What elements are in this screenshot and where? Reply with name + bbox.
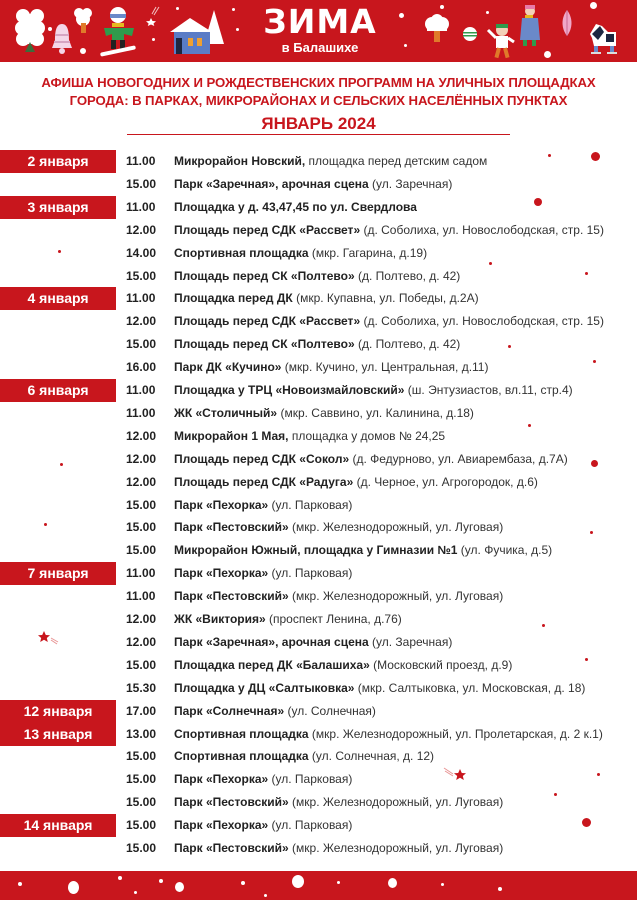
snow-dot — [498, 887, 502, 891]
venue-name: ЖК «Виктория» — [174, 612, 266, 626]
event-time: 17.00 — [126, 703, 157, 718]
venue-name: Парк «Солнечная» — [174, 703, 285, 718]
shooting-star-icon — [38, 630, 60, 646]
event-venue — [174, 448, 568, 471]
schedule-row — [0, 700, 637, 723]
venue-address: (ул. Солнечная, д. 12) — [308, 749, 435, 764]
venue-address: (д. Полтево, д. 42) — [354, 337, 461, 352]
venue-address: (ул. Заречная) — [368, 634, 453, 649]
heading-line-1: АФИША НОВОГОДНИХ И РОЖДЕСТВЕНСКИХ ПРОГРАММ НА УЛИЧНЫХ ПЛОЩАДКАХ — [41, 75, 596, 90]
red-dot — [528, 424, 531, 427]
venue-address: (мкр. Кучино, ул. Центральная, д.11) — [281, 360, 489, 375]
venue-name: Площадка перед ДК — [174, 291, 293, 306]
venue-name: Площадь перед СК «Полтево» — [174, 268, 355, 283]
venue-name: Парк «Пестовский» — [174, 589, 289, 604]
event-time: 15.00 — [126, 657, 157, 672]
venue-address: (мкр. Железнодорожный, ул. Луговая) — [288, 841, 504, 855]
event-venue — [174, 677, 585, 700]
event-time: 15.00 — [126, 772, 157, 787]
event-time: 15.00 — [126, 841, 157, 855]
snow-dot — [441, 883, 444, 886]
event-venue — [174, 562, 352, 585]
venue-address: (ул. Солнечная) — [284, 703, 376, 718]
schedule-row — [0, 379, 637, 402]
venue-name: Парк «Заречная», арочная сцена — [174, 176, 369, 191]
event-time: 12.00 — [126, 474, 157, 489]
venue-name: Парк «Пехорка» — [174, 497, 269, 512]
venue-address: (д. Полтево, д. 42) — [354, 268, 461, 283]
event-time: 15.00 — [126, 795, 157, 810]
event-time: 11.00 — [126, 589, 156, 604]
venue-address: (мкр. Саввино, ул. Калинина, д.18) — [277, 405, 474, 420]
event-venue — [174, 242, 427, 265]
schedule-row — [0, 287, 637, 310]
venue-name: Парк ДК «Кучино» — [174, 360, 282, 375]
date-tab: 13 января — [0, 723, 116, 746]
red-dot — [44, 523, 47, 526]
event-venue — [174, 585, 503, 608]
venue-name: Микрорайон 1 Мая, — [174, 428, 289, 443]
date-tab: 7 января — [0, 562, 116, 585]
event-time: 15.00 — [126, 818, 157, 833]
red-dot — [554, 793, 557, 796]
venue-name: Площадка перед ДК «Балашиха» — [174, 657, 370, 672]
event-time: 11.00 — [126, 566, 156, 581]
venue-name: Парк «Пестовский» — [174, 841, 289, 855]
event-time: 12.00 — [126, 634, 157, 649]
red-dot — [542, 624, 545, 627]
header-banner — [0, 0, 637, 62]
snow-dot — [68, 881, 79, 894]
schedule-row — [0, 425, 637, 448]
schedule-row — [0, 654, 637, 677]
snow-dot — [388, 878, 397, 888]
schedule-row — [0, 631, 637, 654]
heading-line-2: ГОРОДА: В ПАРКАХ, МИКРОРАЙОНАХ И СЕЛЬСКИХ НАСЕЛЁННЫХ ПУНКТАХ — [69, 93, 568, 108]
schedule-row — [0, 539, 637, 562]
venue-address: (мкр. Купавна, ул. Победы, д.2А) — [292, 291, 479, 306]
event-time: 15.00 — [126, 749, 157, 764]
red-dot — [593, 360, 596, 363]
event-venue — [174, 768, 352, 791]
event-time: 12.00 — [126, 428, 157, 443]
bell-icon — [50, 22, 74, 54]
snow-dot — [175, 882, 184, 892]
red-dot — [508, 345, 511, 348]
schedule-row — [0, 516, 637, 539]
red-dot — [585, 658, 588, 661]
event-venue — [174, 631, 452, 654]
event-venue — [174, 333, 460, 356]
venue-name: Парк «Пестовский» — [174, 520, 289, 535]
venue-name: Спортивная площадка — [174, 749, 309, 764]
schedule-row — [0, 585, 637, 608]
event-time: 16.00 — [126, 360, 157, 375]
event-time: 15.00 — [126, 176, 157, 191]
venue-name: Парк «Заречная», арочная сцена — [174, 634, 369, 649]
snow-dot — [176, 7, 179, 10]
venue-address: (д. Соболиха, ул. Новослободская, стр. 15) — [360, 314, 604, 329]
schedule-row — [0, 471, 637, 494]
venue-address: (мкр. Железнодорожный, ул. Пролетарская, д. 2 к.1) — [308, 726, 603, 741]
ornament-ball-icon — [462, 26, 478, 42]
date-tab: 12 января — [0, 700, 116, 724]
schedule-row — [0, 242, 637, 265]
venue-address: (ул. Парковая) — [268, 772, 353, 787]
event-venue — [174, 837, 503, 860]
schedule-row — [0, 723, 637, 746]
venue-name: Парк «Пехорка» — [174, 818, 269, 833]
snow-dot — [404, 44, 407, 47]
event-venue — [174, 516, 503, 539]
schedule-row — [0, 333, 637, 356]
red-dot — [534, 198, 542, 206]
event-venue — [174, 310, 604, 333]
venue-name: Площадка у ДЦ «Салтыковка» — [174, 680, 355, 695]
red-dot — [591, 152, 600, 161]
event-venue — [174, 173, 452, 196]
event-venue — [174, 402, 474, 425]
schedule-row — [0, 562, 637, 585]
venue-name: Парк «Пехорка» — [174, 772, 269, 787]
event-time: 11.00 — [126, 383, 156, 397]
event-time: 15.00 — [126, 520, 157, 535]
red-dot — [582, 818, 591, 827]
house-icon — [166, 10, 230, 56]
snow-dot — [440, 5, 444, 9]
red-dot — [585, 272, 588, 275]
snow-dot — [118, 876, 122, 880]
date-tab: 3 января — [0, 196, 116, 219]
red-dot — [489, 262, 492, 265]
heading-divider — [127, 134, 510, 135]
schedule-row — [0, 402, 637, 425]
red-dot — [548, 154, 551, 157]
event-venue — [174, 494, 352, 517]
snow-dot — [337, 881, 340, 884]
event-time: 15.00 — [126, 268, 157, 283]
event-time: 15.30 — [126, 680, 157, 695]
event-venue — [174, 814, 352, 837]
event-time: 11.00 — [126, 199, 156, 214]
snow-dot — [399, 13, 404, 18]
event-venue — [174, 150, 487, 173]
event-venue — [174, 654, 512, 677]
schedule-row — [0, 265, 637, 288]
venue-name: Парк «Пехорка» — [174, 566, 269, 581]
snowboarder-icon — [98, 6, 140, 58]
page-heading — [0, 74, 637, 135]
snowy-tree-icon — [424, 14, 450, 44]
venue-address: площадка у домов № 24,25 — [288, 428, 446, 443]
venue-address: (мкр. Железнодорожный, ул. Луговая) — [288, 795, 504, 810]
venue-name: ЖК «Столичный» — [174, 405, 278, 420]
schedule-row — [0, 310, 637, 333]
skating-dog-icon — [586, 20, 622, 58]
event-venue — [174, 425, 445, 448]
event-venue — [174, 219, 604, 242]
venue-address: (мкр. Железнодорожный, ул. Луговая) — [288, 520, 504, 535]
schedule-row — [0, 745, 637, 768]
venue-name: Спортивная площадка — [174, 726, 309, 741]
venue-address: (мкр. Салтыковка, ул. Московская, д. 18) — [354, 680, 586, 695]
venue-address: (ш. Энтузиастов, вл.11, стр.4) — [404, 383, 573, 397]
venue-address: (д. Федурново, ул. Авиарембаза, д.7А) — [349, 451, 568, 466]
event-time: 11.00 — [126, 291, 156, 306]
schedule-row — [0, 791, 637, 814]
red-dot — [597, 773, 600, 776]
snow-dot — [159, 879, 163, 883]
event-venue — [174, 379, 573, 402]
snowy-bush-icon — [72, 6, 94, 36]
snow-dot — [48, 27, 52, 31]
venue-address: (ул. Парковая) — [268, 818, 353, 833]
footer-banner — [0, 871, 637, 900]
venue-name: Парк «Пестовский» — [174, 795, 289, 810]
venue-name: Площадь перед СК «Полтево» — [174, 337, 355, 352]
schedule-row — [0, 608, 637, 631]
logo-subtitle: в Балашихе — [281, 40, 359, 55]
event-venue — [174, 723, 603, 746]
venue-address: (мкр. Железнодорожный, ул. Луговая) — [288, 589, 504, 604]
event-venue — [174, 471, 538, 494]
schedule-row — [0, 814, 637, 837]
event-time: 12.00 — [126, 612, 157, 626]
event-venue — [174, 745, 434, 768]
red-dot — [591, 460, 598, 467]
event-time: 11.00 — [126, 154, 156, 168]
venue-address: (проспект Ленина, д.76) — [265, 612, 402, 626]
event-time: 15.00 — [126, 497, 157, 512]
event-time: 13.00 — [126, 726, 157, 741]
snow-dot — [241, 881, 245, 885]
venue-name: Площадка у ТРЦ «Новоизмайловский» — [174, 383, 405, 397]
date-tab: 6 января — [0, 379, 116, 402]
event-venue — [174, 608, 402, 631]
snow-dot — [544, 51, 551, 58]
schedule-row — [0, 677, 637, 700]
red-dot — [58, 250, 61, 253]
logo-title: ЗИМА — [263, 2, 377, 41]
snow-dot — [486, 11, 489, 14]
ornament-drop-icon — [560, 8, 574, 38]
schedule-row — [0, 448, 637, 471]
venue-name: Площадь перед СДК «Сокол» — [174, 451, 350, 466]
event-venue — [174, 265, 460, 288]
skater-woman-icon — [514, 4, 546, 48]
snow-dot — [152, 38, 155, 41]
event-venue — [174, 196, 417, 219]
date-tab: 2 января — [0, 150, 116, 173]
snow-dot — [292, 875, 304, 888]
event-time: 15.00 — [126, 543, 157, 558]
event-time: 14.00 — [126, 245, 157, 260]
logo — [252, 4, 388, 55]
event-venue — [174, 791, 503, 814]
venue-address: (мкр. Гагарина, д.19) — [308, 245, 428, 260]
venue-address: (д. Соболиха, ул. Новослободская, стр. 15) — [360, 222, 604, 237]
heading-month: ЯНВАРЬ 2024 — [261, 114, 376, 133]
venue-address: площадка перед детским садом — [305, 154, 488, 168]
snow-dot — [80, 48, 86, 54]
snow-dot — [18, 882, 22, 886]
venue-name: Площадь перед СДК «Рассвет» — [174, 222, 361, 237]
venue-name: Спортивная площадка — [174, 245, 309, 260]
venue-address: (ул. Заречная) — [368, 176, 453, 191]
event-time: 12.00 — [126, 222, 157, 237]
shooting-star-icon — [146, 6, 160, 26]
shooting-star-icon — [440, 767, 468, 783]
snow-dot — [236, 28, 239, 31]
event-venue — [174, 539, 552, 562]
date-tab: 4 января — [0, 287, 116, 310]
venue-address: (ул. Парковая) — [268, 497, 353, 512]
schedule-row — [0, 173, 637, 196]
schedule-row — [0, 837, 637, 860]
snow-dot — [134, 891, 137, 894]
event-time: 12.00 — [126, 451, 157, 466]
venue-name: Площадь перед СДК «Радуга» — [174, 474, 354, 489]
event-time: 11.00 — [126, 405, 156, 420]
schedule-row — [0, 494, 637, 517]
schedule-row — [0, 150, 637, 173]
event-venue — [174, 700, 376, 723]
snow-tree-icon — [14, 8, 46, 54]
event-time: 12.00 — [126, 314, 157, 329]
venue-name: Микрорайон Новский, — [174, 154, 306, 168]
schedule-row — [0, 219, 637, 242]
venue-name: Площадка у д. 43,47,45 по ул. Свердлова — [174, 199, 417, 214]
snow-dot — [232, 8, 235, 11]
venue-address: (Московский проезд, д.9) — [369, 657, 513, 672]
venue-address: (д. Черное, ул. Агрогородок, д.6) — [353, 474, 538, 489]
venue-name: Площадь перед СДК «Рассвет» — [174, 314, 361, 329]
venue-name: Микрорайон Южный, площадка у Гимназии №1 — [174, 543, 458, 558]
event-venue — [174, 287, 479, 310]
schedule-row — [0, 768, 637, 791]
venue-address: (ул. Фучика, д.5) — [457, 543, 553, 558]
schedule-row — [0, 356, 637, 379]
red-dot — [60, 463, 63, 466]
venue-address: (ул. Парковая) — [268, 566, 353, 581]
event-time: 15.00 — [126, 337, 157, 352]
date-tab: 14 января — [0, 814, 116, 837]
snow-dot — [590, 2, 597, 9]
snow-dot — [264, 894, 267, 897]
event-venue — [174, 356, 488, 379]
red-dot — [590, 531, 593, 534]
